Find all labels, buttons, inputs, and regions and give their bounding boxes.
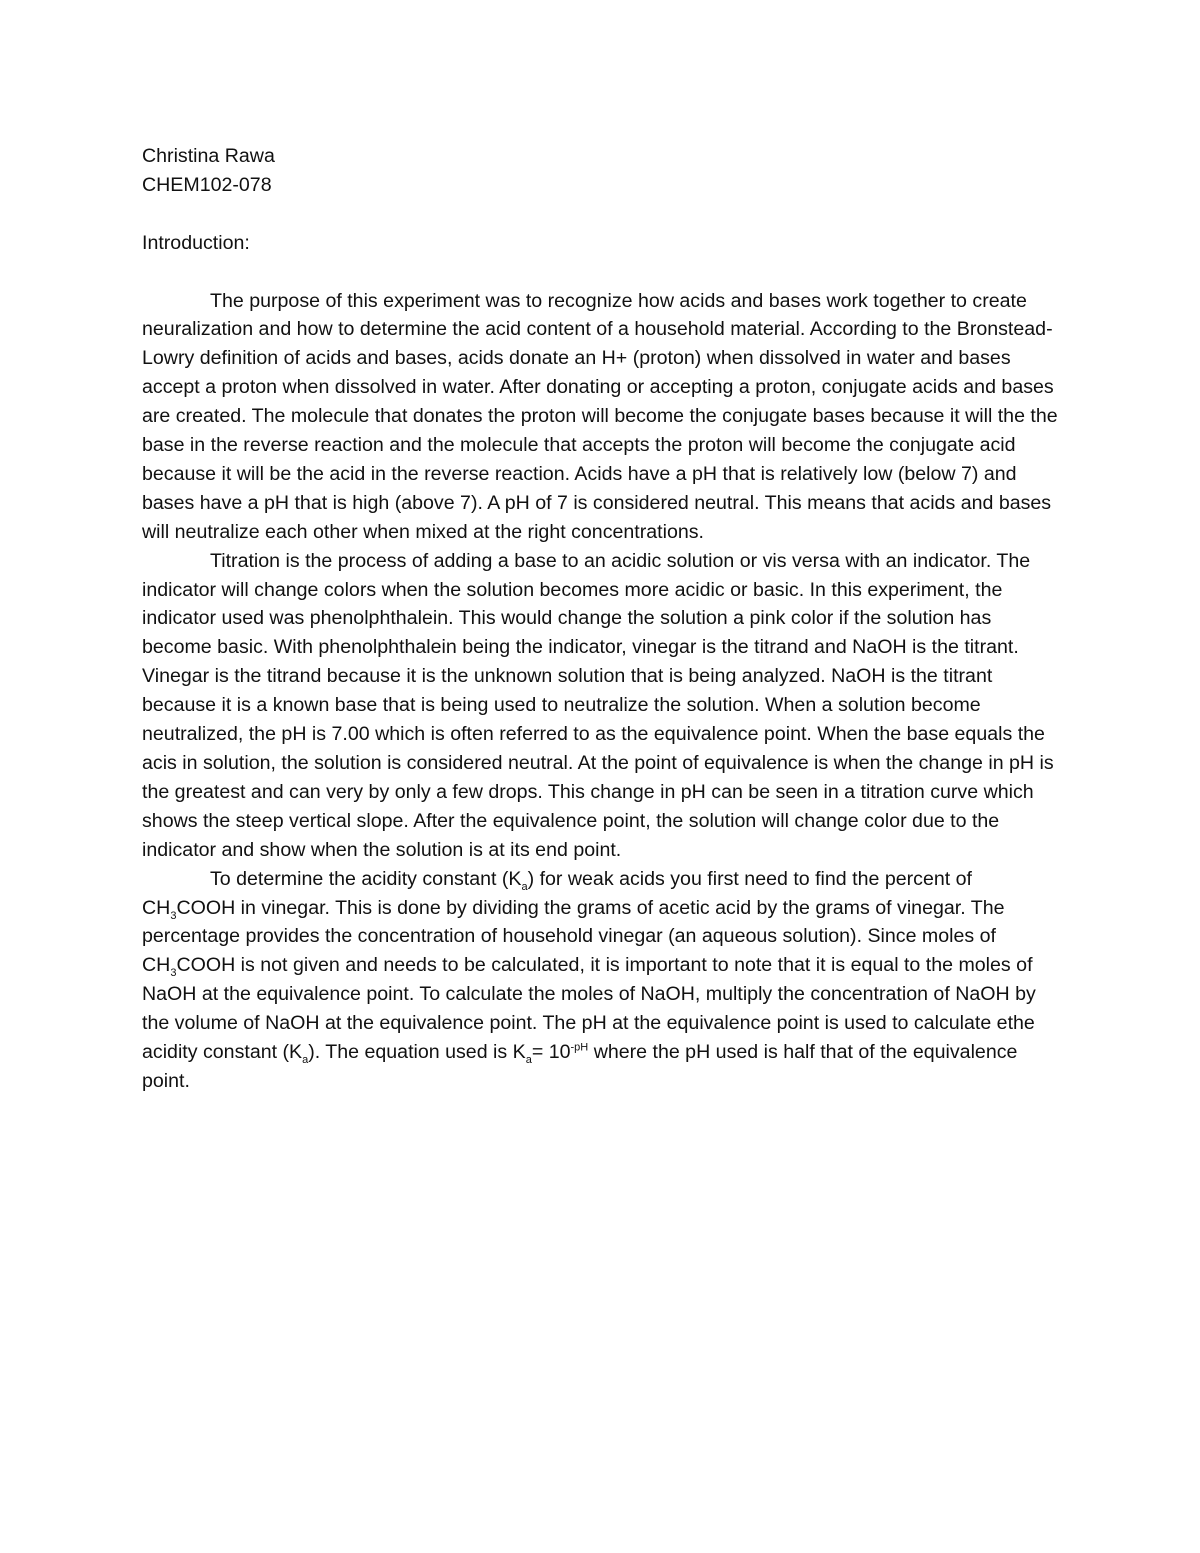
- subscript-a: a: [525, 1053, 532, 1066]
- text-run: To determine the acidity constant (K: [210, 867, 522, 890]
- paragraph-titration: Titration is the process of adding a base to an acidic solution or vis versa with an indicator. The indicator will change colors when the solution becomes more acidic or basic. In this experiment, the indicator used was phenolphthalein. This would change the solution a pink color if the solution has become basic. With phenolphthalein being the indicator, vinegar is the titrand and NaOH is the titrant. Vinegar is the titrand because it is the unknown solution that is being analyzed. NaOH is the titrant because it is a known base that is being used to neutralize the solution. When a solution become neutralized, the pH is 7.00 which is often referred to as the equivalence point. When the base equals the acis in solution, the solution is considered neutral. At the point of equivalence is when the change in pH is the greatest and can very by only a few drops. This change in pH can be seen in a titration curve which shows the steep vertical slope. After the equivalence point, the solution will change color due to the indicator and show when the solution is at its end point.: [142, 549, 1054, 861]
- subscript-a: a: [521, 880, 528, 893]
- text-run: ) for weak acids you first need to find the percent of CH: [142, 867, 972, 919]
- text-run: ). The equation used is K: [308, 1041, 526, 1064]
- text-run: where the pH used is half that of the equivalence point.: [142, 1041, 1018, 1092]
- subscript-3: 3: [170, 967, 177, 980]
- blank-line: [142, 200, 1060, 229]
- superscript-exponent: -pH: [570, 1041, 589, 1054]
- text-run: = 10: [531, 1041, 571, 1064]
- blank-line: [142, 258, 1060, 287]
- section-heading: Introduction:: [142, 231, 250, 254]
- paragraph-acidity-constant: [142, 865, 1060, 1096]
- text-run: COOH is not given and needs to be calculated, it is important to note that it is equal to the moles of NaOH at the equivalence point. To calculate the moles of NaOH, multiply the concentration of NaOH by the volume of NaOH at the equivalence point. The pH at the equivalence point is used to calculate ethe acidity constant (K: [142, 954, 1036, 1064]
- subscript-a: a: [302, 1053, 309, 1066]
- document-body: [142, 142, 1060, 1096]
- subscript-3: 3: [170, 909, 177, 922]
- author-name: Christina Rawa: [142, 145, 275, 167]
- course-code: CHEM102-078: [142, 173, 272, 196]
- text-run: COOH in vinegar. This is done by dividing the grams of acetic acid by the grams of vinegar. The percentage provides the concentration of household vinegar (an aqueous solution). Since moles of CH: [142, 896, 1005, 977]
- paragraph-acids-bases: The purpose of this experiment was to recognize how acids and bases work together to create neuralization and how to determine the acid content of a household material. According to the Bronstead-Lowry definition of acids and bases, acids donate an H+ (proton) when dissolved in water and bases accept a proton when dissolved in water. After donating or accepting a proton, conjugate acids and bases are created. The molecule that donates the proton will become the conjugate bases because it will the the base in the reverse reaction and the molecule that accepts the proton will become the conjugate acid because it will be the acid in the reverse reaction. Acids have a pH that is relatively low (below 7) and bases have a pH that is high (above 7). A pH of 7 is considered neutral. This means that acids and bases will neutralize each other when mixed at the right concentrations.: [142, 289, 1058, 543]
